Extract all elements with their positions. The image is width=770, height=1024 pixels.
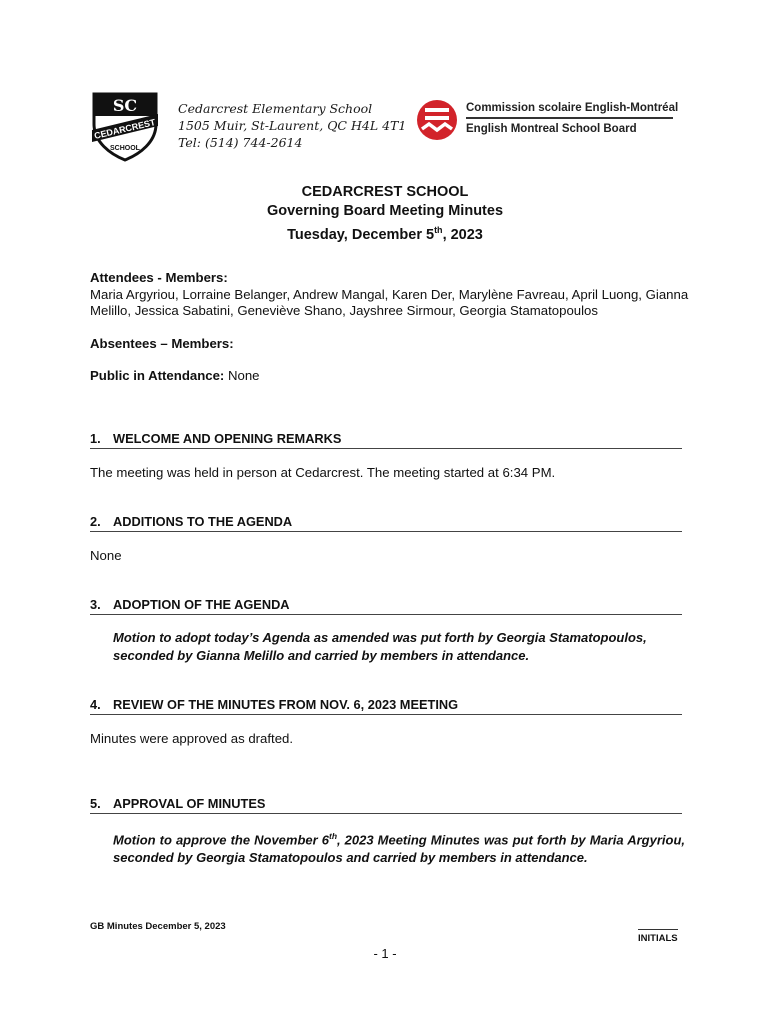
section-title: REVIEW OF THE MINUTES FROM NOV. 6, 2023 MEETING bbox=[113, 697, 459, 712]
title-meeting: Governing Board Meeting Minutes bbox=[266, 203, 504, 219]
section-number: 2. bbox=[90, 514, 101, 529]
absentees-label: Absentees – Members: bbox=[90, 336, 234, 351]
emsb-name-en: English Montreal School Board bbox=[466, 122, 637, 135]
section-title: ADDITIONS TO THE AGENDA bbox=[113, 514, 293, 529]
school-phone: Tel: (514) 744-2614 bbox=[178, 135, 303, 150]
section-number: 3. bbox=[90, 597, 101, 612]
attendees-names: Maria Argyriou, Lorraine Belanger, Andrew Mangal, Karen Der, Marylène Favreau, April Luong, Gianna Melillo, Jessica Sabatini, Geneviève Shano, Jayshree Sirmour, Georgia Stamatopoulos bbox=[90, 286, 689, 318]
title-date bbox=[0, 221, 770, 245]
title-date-year: , 2023 bbox=[442, 226, 483, 243]
section-heading-3 bbox=[90, 597, 682, 615]
initials-label: INITIALS bbox=[638, 933, 678, 944]
footer-document-label: GB Minutes December 5, 2023 bbox=[90, 921, 226, 932]
document-title bbox=[0, 183, 770, 245]
crest-monogram: SC bbox=[112, 96, 138, 115]
section-5-motion bbox=[113, 828, 685, 866]
school-address: 1505 Muir, St-Laurent, QC H4L 4T1 bbox=[178, 118, 407, 133]
emsb-logo-icon bbox=[415, 99, 459, 141]
school-name: Cedarcrest Elementary School bbox=[178, 101, 373, 116]
emsb-name-fr: Commission scolaire English-Montréal bbox=[466, 102, 679, 114]
section-number: 4. bbox=[90, 697, 101, 712]
section-number: 5. bbox=[90, 796, 101, 811]
section-heading-4 bbox=[90, 697, 682, 715]
section-number: 1. bbox=[90, 431, 101, 446]
attendees-label: Attendees - Members: bbox=[90, 270, 228, 285]
section-heading-2 bbox=[90, 514, 682, 532]
motion-text-end: , 2023 Meeting Minutes was put forth by Maria Argyriou, seconded by Georgia Stamatopoulos and carried by members in attendance. bbox=[113, 832, 685, 865]
cedarcrest-crest-logo bbox=[90, 90, 160, 162]
attendees-block bbox=[90, 270, 690, 320]
page-number: - 1 - bbox=[373, 946, 397, 961]
public-label: Public in Attendance: bbox=[90, 368, 225, 383]
section-title: ADOPTION OF THE AGENDA bbox=[113, 597, 290, 612]
section-heading-1 bbox=[90, 431, 682, 449]
motion-text-start: Motion to approve the November 6 bbox=[113, 832, 329, 848]
section-4-text: Minutes were approved as drafted. bbox=[90, 731, 294, 746]
initials-signature-line bbox=[638, 929, 678, 930]
section-3-motion: Motion to adopt today’s Agenda as amended was put forth by Georgia Stamatopoulos, seconded by Gianna Melillo and carried by members in attendance. bbox=[113, 630, 647, 663]
emsb-divider bbox=[466, 117, 673, 119]
title-date-suffix: th bbox=[434, 225, 443, 235]
section-1-text: The meeting was held in person at Cedarcrest. The meeting started at 6:34 PM. bbox=[90, 465, 556, 480]
crest-school-label: SCHOOL bbox=[110, 145, 140, 152]
title-date-main: Tuesday, December 5 bbox=[287, 226, 435, 243]
motion-date-suffix: th bbox=[328, 831, 338, 841]
crest-name: CEDARCREST bbox=[93, 117, 157, 141]
section-title: WELCOME AND OPENING REMARKS bbox=[113, 431, 342, 446]
public-value: None bbox=[224, 368, 260, 383]
school-contact-info bbox=[178, 100, 406, 151]
section-title: APPROVAL OF MINUTES bbox=[113, 796, 266, 811]
public-attendance bbox=[90, 368, 690, 385]
section-heading-5 bbox=[90, 796, 682, 814]
emsb-name bbox=[466, 102, 678, 135]
section-2-text: None bbox=[90, 548, 122, 563]
title-school: CEDARCREST SCHOOL bbox=[301, 184, 469, 200]
